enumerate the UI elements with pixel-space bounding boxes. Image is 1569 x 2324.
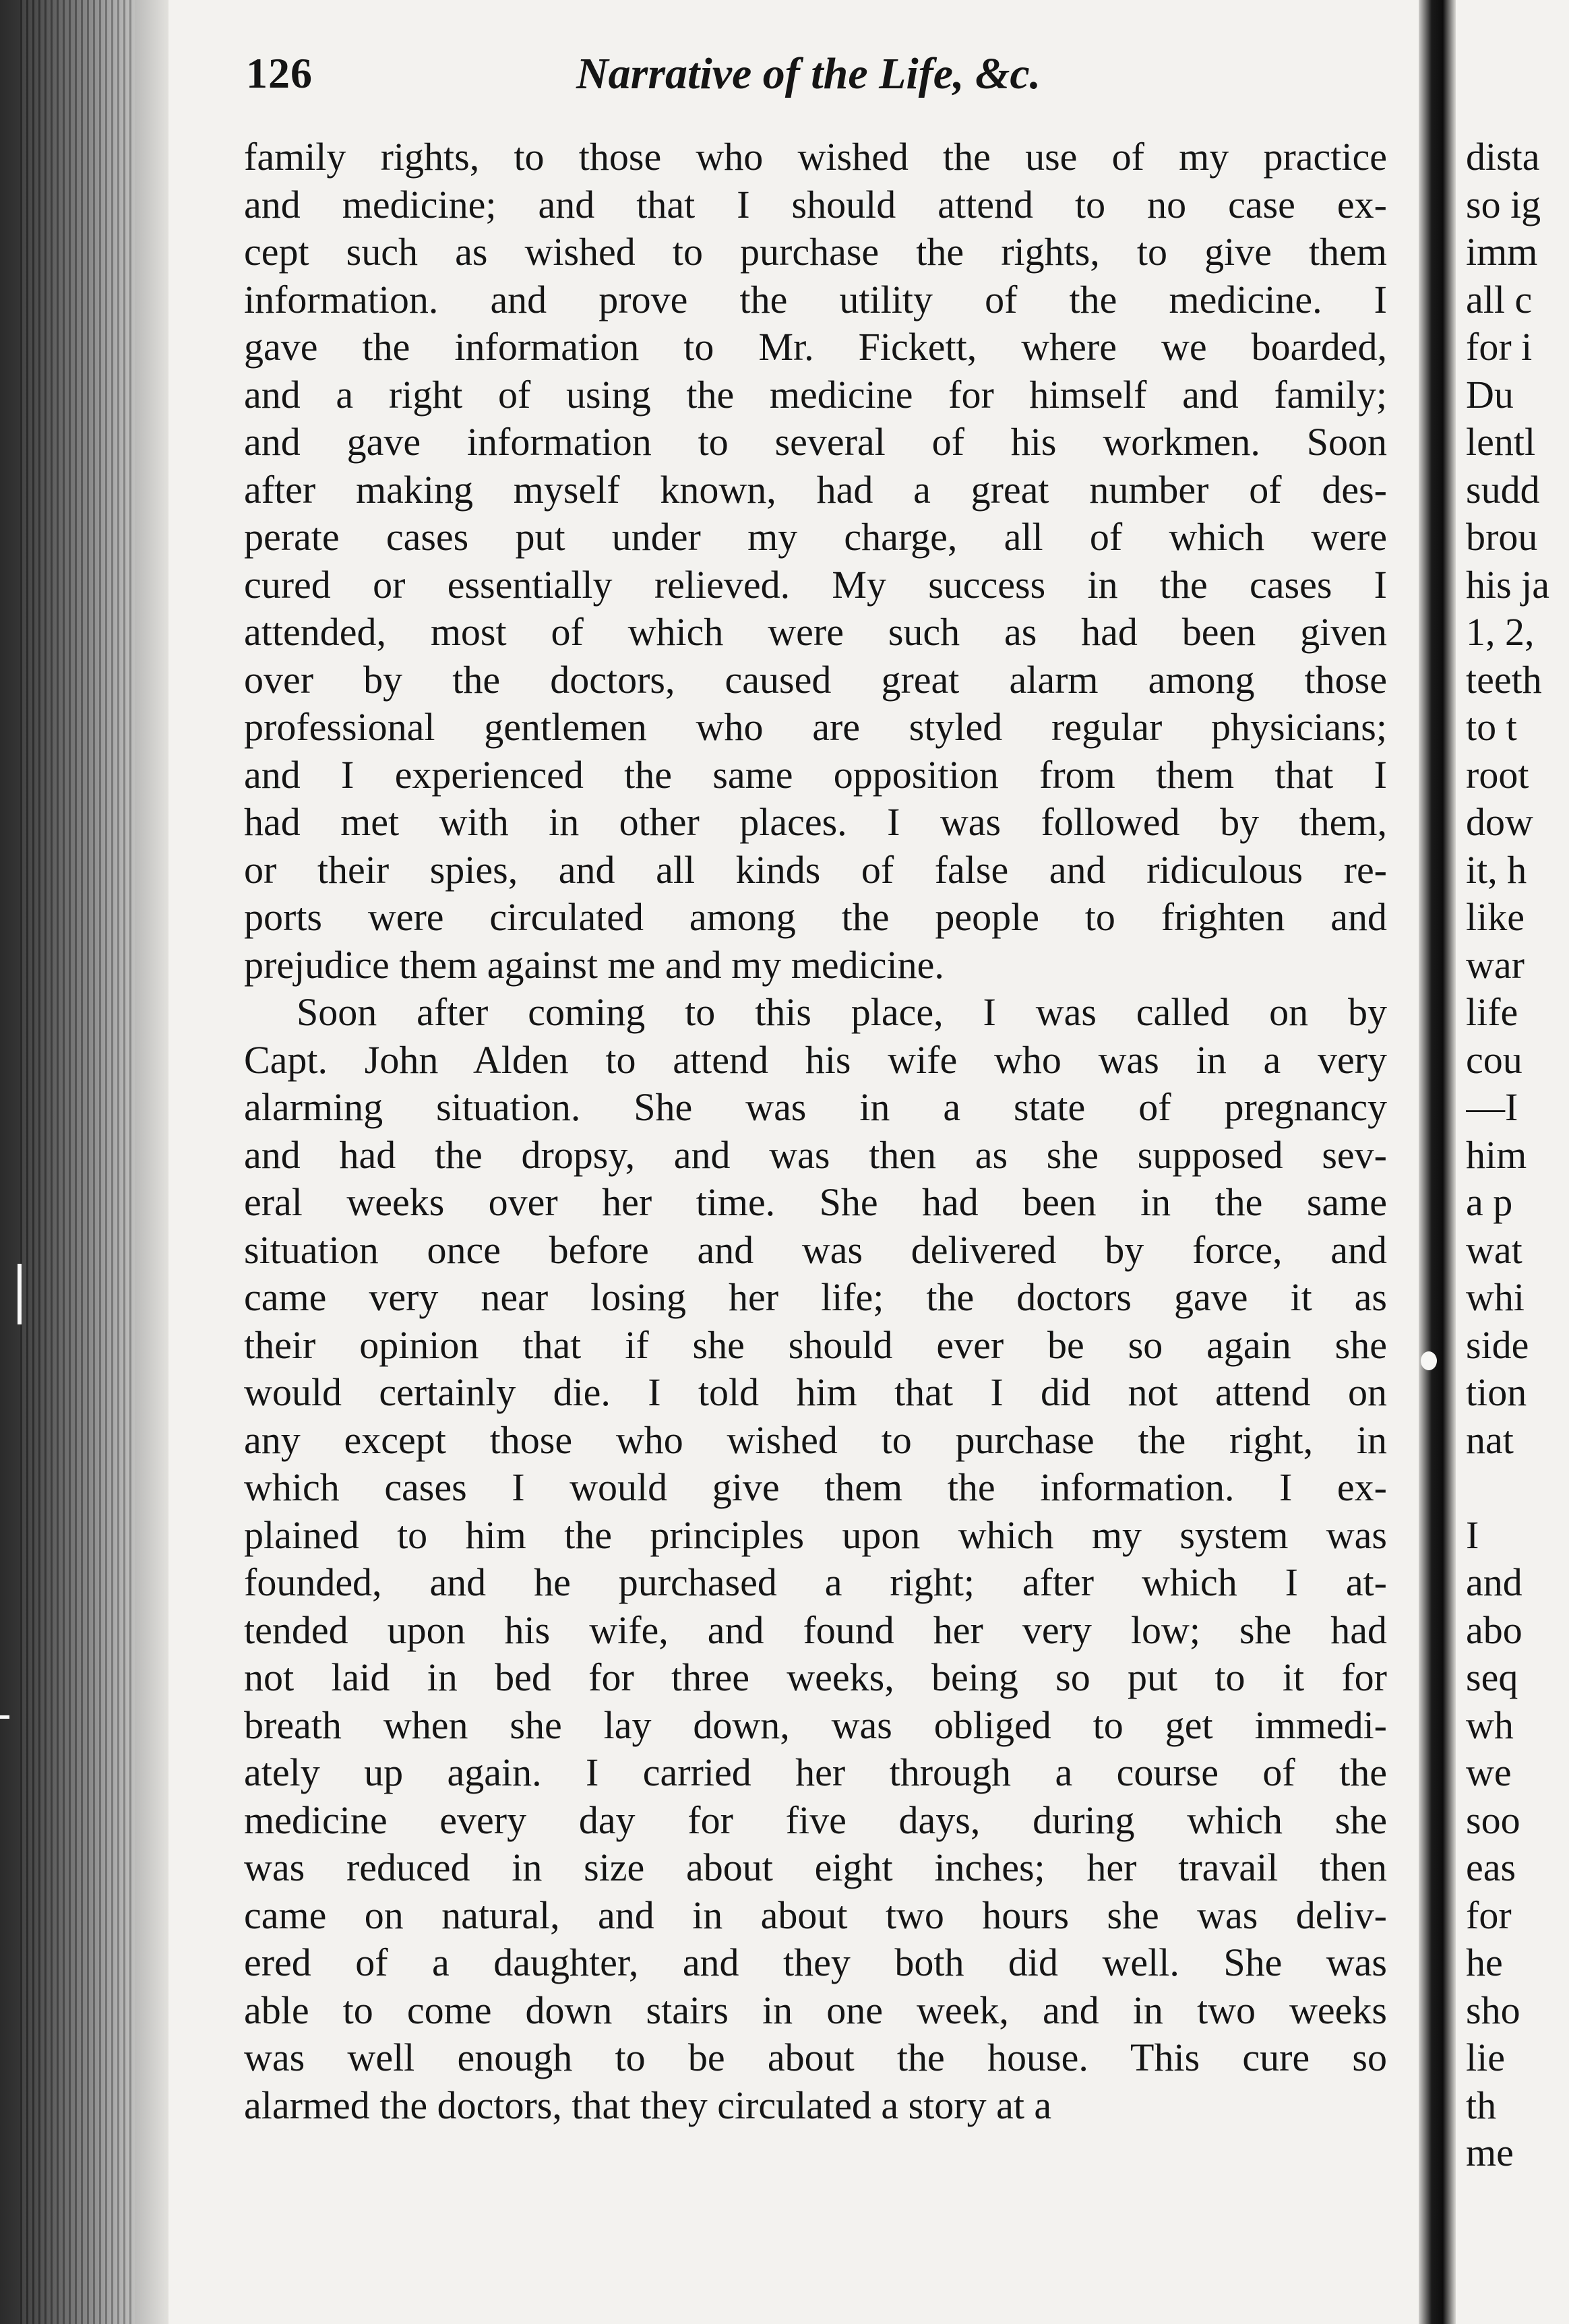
text-line: attended, most of which were such as had been given — [244, 610, 1387, 654]
text-line: not laid in bed for three weeks, being so put to it for — [244, 1655, 1387, 1699]
text-line: would certainly die. I told him that I did not attend on — [244, 1370, 1387, 1414]
facing-text-line: teeth — [1466, 657, 1542, 702]
text-line: eral weeks over her time. She had been in the same — [244, 1180, 1387, 1224]
text-line: cept such as wished to purchase the rights, to give them — [244, 230, 1387, 274]
page-number: 126 — [246, 49, 313, 97]
facing-text-line: side — [1466, 1322, 1529, 1367]
text-line: came on natural, and in about two hours she was deliv- — [244, 1893, 1387, 1937]
gutter-mark-small — [0, 1715, 9, 1719]
facing-text-line: dow — [1466, 800, 1533, 844]
facing-text-line: sudd — [1466, 467, 1540, 512]
facing-text-line: brou — [1466, 515, 1538, 559]
facing-text-line: like — [1466, 895, 1525, 939]
text-line: alarming situation. She was in a state of pregnancy — [244, 1085, 1387, 1129]
page-header — [246, 49, 1392, 123]
facing-text-line: it, h — [1466, 847, 1527, 892]
text-line: had met with in other places. I was followed by them, — [244, 800, 1387, 844]
book-binding-edge — [1419, 0, 1456, 2324]
facing-text-line: soo — [1466, 1798, 1520, 1842]
facing-text-line: wat — [1466, 1227, 1522, 1272]
facing-text-line: Du — [1466, 372, 1514, 417]
text-line: situation once before and was delivered by force, and — [244, 1227, 1387, 1272]
text-line: and had the dropsy, and was then as she supposed sev- — [244, 1132, 1387, 1177]
facing-text-line: 1, 2, — [1466, 610, 1535, 654]
facing-text-line: I — [1466, 1512, 1479, 1557]
text-line: information. and prove the utility of the medicine. I — [244, 277, 1387, 322]
facing-text-line: we — [1466, 1750, 1512, 1794]
facing-text-line: root — [1466, 752, 1529, 797]
text-line: family rights, to those who wished the use of my practice — [244, 135, 1387, 179]
text-line: gave the information to Mr. Fickett, where we boarded, — [244, 325, 1387, 369]
text-line: after making myself known, had a great number of des- — [244, 467, 1387, 512]
text-line: plained to him the principles upon which my system was — [244, 1512, 1387, 1557]
text-line: ately up again. I carried her through a course of the — [244, 1750, 1387, 1794]
facing-text-line: sho — [1466, 1988, 1520, 2032]
text-line: and I experienced the same opposition from them that I — [244, 752, 1387, 797]
text-line: prejudice them against me and my medicine. — [244, 942, 944, 987]
text-line: was well enough to be about the house. This cure so — [244, 2036, 1387, 2079]
facing-text-line: all c — [1466, 277, 1533, 322]
text-line: any except those who wished to purchase the right, in — [244, 1417, 1387, 1462]
facing-text-line: nat — [1466, 1417, 1514, 1462]
text-line: Capt. John Alden to attend his wife who was in a very — [244, 1037, 1387, 1082]
facing-text-line: cou — [1466, 1037, 1522, 1082]
facing-text-line: to t — [1466, 705, 1517, 749]
facing-text-line: me — [1466, 2131, 1514, 2174]
text-line: perate cases put under my charge, all of which were — [244, 515, 1387, 559]
text-line: and medicine; and that I should attend to no case ex- — [244, 182, 1387, 226]
facing-text-line: —I — [1466, 1085, 1518, 1129]
facing-text-line: seq — [1466, 1655, 1518, 1699]
text-line: came very near losing her life; the doctors gave it as — [244, 1275, 1387, 1319]
gutter-streaks — [20, 0, 135, 2324]
facing-text-line: tion — [1466, 1370, 1527, 1414]
running-head: Narrative of the Life, &c. — [576, 49, 1041, 98]
facing-text-line: lentl — [1466, 420, 1536, 464]
text-line: or their spies, and all kinds of false and ridiculous re- — [244, 847, 1387, 892]
facing-text-line: a p — [1466, 1180, 1513, 1224]
facing-text-line: abo — [1466, 1608, 1522, 1652]
facing-text-line: lie — [1466, 2036, 1505, 2079]
facing-text-line: war — [1466, 942, 1525, 987]
text-line: and gave information to several of his workmen. Soon — [244, 420, 1387, 464]
text-line: breath when she lay down, was obliged to get immedi- — [244, 1703, 1387, 1747]
text-line: which cases I would give them the information. I ex- — [244, 1465, 1387, 1509]
facing-text-line: his ja — [1466, 562, 1550, 607]
facing-text-line: him — [1466, 1132, 1527, 1177]
text-line: their opinion that if she should ever be so again she — [244, 1322, 1387, 1367]
text-line: founded, and he purchased a right; after which I at- — [244, 1560, 1387, 1604]
facing-text-line: for i — [1466, 325, 1533, 369]
text-line: and a right of using the medicine for himself and family; — [244, 372, 1387, 417]
text-line: alarmed the doctors, that they circulated a story at a — [244, 2083, 1052, 2127]
text-line: professional gentlemen who are styled regular physicians; — [244, 705, 1387, 749]
body-text-column — [244, 133, 1387, 2129]
text-line: cured or essentially relieved. My success in the cases I — [244, 562, 1387, 607]
text-line: Soon after coming to this place, I was called on by — [297, 990, 1387, 1034]
facing-text-line: wh — [1466, 1703, 1514, 1747]
text-line: ports were circulated among the people to frighten and — [244, 895, 1387, 939]
gutter-mark — [18, 1264, 22, 1324]
text-line: was reduced in size about eight inches; her travail then — [244, 1845, 1387, 1889]
text-line: tended upon his wife, and found her very low; she had — [244, 1608, 1387, 1652]
facing-text-line: so ig — [1466, 182, 1541, 226]
text-line: medicine every day for five days, during which she — [244, 1798, 1387, 1842]
facing-text-line: imm — [1466, 230, 1538, 274]
text-line: over by the doctors, caused great alarm among those — [244, 657, 1387, 702]
facing-text-line: and — [1466, 1560, 1522, 1604]
binding-notch — [1421, 1351, 1437, 1370]
facing-text-line: whi — [1466, 1275, 1525, 1319]
text-line: ered of a daughter, and they both did well. She was — [244, 1940, 1387, 1984]
facing-page-fragment — [1466, 133, 1569, 2177]
facing-text-line — [1466, 1464, 1569, 1512]
facing-text-line: life — [1466, 990, 1518, 1034]
text-line: able to come down stairs in one week, and in two weeks — [244, 1988, 1387, 2032]
facing-text-line: eas — [1466, 1845, 1516, 1889]
facing-text-line: th — [1466, 2083, 1497, 2127]
facing-text-line: he — [1466, 1940, 1503, 1984]
facing-text-line: dista — [1466, 135, 1540, 179]
facing-text-line: for — [1466, 1893, 1512, 1937]
